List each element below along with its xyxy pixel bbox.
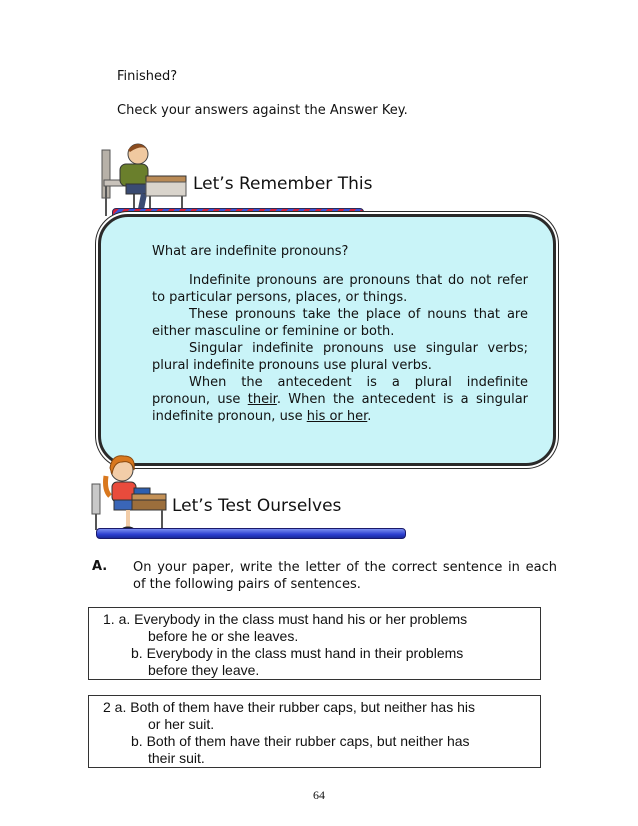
definition-p1a: Indefinite pronouns are pronouns that do not refer — [189, 273, 528, 288]
their-emphasis: their — [247, 392, 277, 407]
item-2-option-b-line-2: their suit. — [148, 750, 205, 766]
girl-at-desk-illustration — [88, 450, 168, 532]
item-2-option-b-line-1: b. Both of them have their rubber caps, but neither has — [131, 733, 470, 749]
definition-p3b: plural indefinite pronouns use plural verbs. — [152, 358, 432, 373]
test-title-bar — [96, 528, 406, 539]
instruction-line-1: On your paper, write the letter of the correct sentence in each — [133, 560, 557, 575]
section-a-label: A. — [92, 559, 108, 574]
item-1-option-b-line-1: b. Everybody in the class must hand in their problems — [131, 645, 464, 661]
item-2-option-a-line-1: 2 a. Both of them have their rubber caps, but neither has his — [103, 699, 475, 715]
definition-p1b: to particular persons, places, or things. — [152, 290, 408, 305]
definition-p4a: When the antecedent is a plural indefinite — [189, 375, 528, 390]
definition-question: What are indefinite pronouns? — [152, 244, 349, 259]
definition-p2a: These pronouns take the place of nouns that are — [189, 307, 528, 322]
page-number: 64 — [313, 788, 325, 802]
definition-p4c: indefinite pronoun, use his or her. — [152, 409, 372, 424]
remember-section-title: Let’s Remember This — [193, 174, 373, 194]
item-1-option-a-line-2: before he or she leaves. — [148, 628, 299, 644]
sentence-pair-1 — [88, 607, 541, 680]
sentence-pair-2 — [88, 695, 541, 768]
instructions — [133, 559, 557, 593]
test-section-title: Let’s Test Ourselves — [172, 496, 342, 516]
item-2-option-a-line-2: or her suit. — [148, 716, 215, 732]
definition-text — [152, 243, 528, 425]
definition-p3a: Singular indefinite pronouns use singular verbs; — [189, 341, 528, 356]
definition-p2b: either masculine or feminine or both. — [152, 324, 395, 339]
finished-text: Finished? — [117, 69, 178, 84]
check-answers-text: Check your answers against the Answer Key. — [117, 103, 408, 118]
definition-p4b: pronoun, use their. When the antecedent is a singular — [152, 392, 529, 407]
item-1-option-a-line-1: 1. a. Everybody in the class must hand his or her problems — [103, 611, 468, 627]
instruction-line-2: of the following pairs of sentences. — [133, 577, 361, 592]
his-or-her-emphasis: his or her — [306, 409, 368, 424]
item-1-option-b-line-2: before they leave. — [148, 662, 260, 678]
